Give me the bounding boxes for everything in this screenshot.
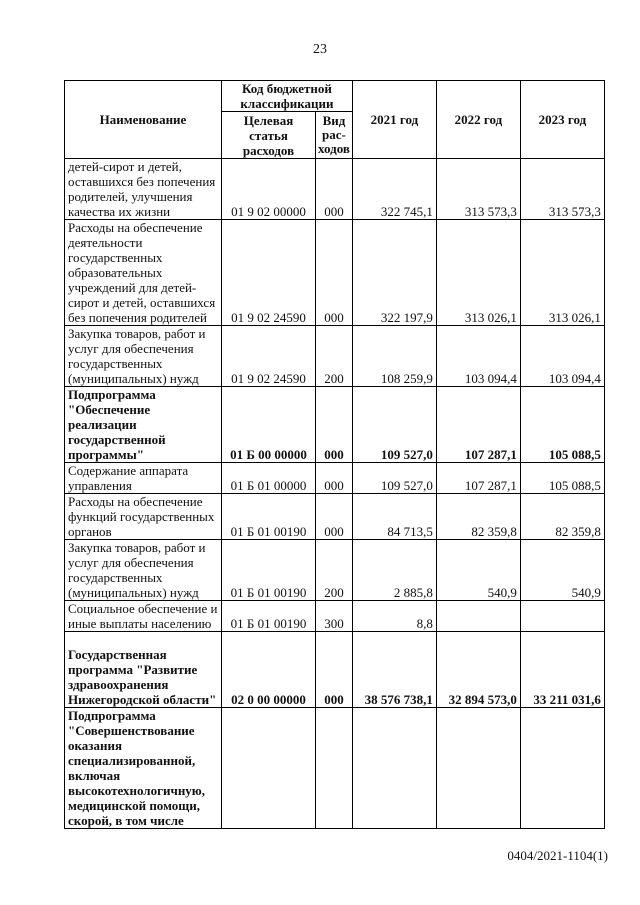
header-2021: 2021 год	[352, 81, 436, 159]
row-value-2023	[520, 708, 604, 829]
header-name: Наименование	[65, 81, 222, 159]
header-code-group: Код бюджетной классификации	[222, 81, 353, 112]
row-value-2023: 105 088,5	[520, 387, 604, 463]
row-code	[222, 708, 316, 829]
row-value-2022: 107 287,1	[436, 463, 520, 494]
row-value-2021: 109 527,0	[352, 387, 436, 463]
row-name: Подпрограмма "Обеспечение реализации государственной программы"	[65, 387, 222, 463]
row-name: Расходы на обеспечение деятельности государственных образовательных учреждений для детей-сирот и детей, оставшихся без попечения родителей	[65, 220, 222, 326]
row-value-2021: 2 885,8	[352, 540, 436, 601]
row-expense-type: 000	[316, 632, 353, 708]
row-code: 01 9 02 00000	[222, 159, 316, 220]
budget-table	[64, 80, 605, 829]
row-expense-type: 000	[316, 494, 353, 540]
header-2023: 2023 год	[520, 81, 604, 159]
row-code: 01 Б 01 00190	[222, 494, 316, 540]
row-name: Подпрограмма "Совершенствование оказания специализированной, включая высокотехнологичную, медицинской помощи, скорой, в том числе	[65, 708, 222, 829]
row-value-2022: 82 359,8	[436, 494, 520, 540]
row-value-2023: 313 026,1	[520, 220, 604, 326]
row-value-2023: 313 573,3	[520, 159, 604, 220]
row-value-2021: 8,8	[352, 601, 436, 632]
row-value-2022: 540,9	[436, 540, 520, 601]
row-code: 02 0 00 00000	[222, 632, 316, 708]
row-code: 01 Б 00 00000	[222, 387, 316, 463]
table-row	[65, 220, 605, 326]
row-code: 01 9 02 24590	[222, 326, 316, 387]
row-code: 01 Б 01 00000	[222, 463, 316, 494]
row-value-2022: 32 894 573,0	[436, 632, 520, 708]
table-row	[65, 494, 605, 540]
row-value-2022: 107 287,1	[436, 387, 520, 463]
row-value-2021: 38 576 738,1	[352, 632, 436, 708]
header-2022: 2022 год	[436, 81, 520, 159]
page-number: 23	[313, 42, 327, 57]
row-name: Содержание аппарата управления	[65, 463, 222, 494]
table-row	[65, 632, 605, 708]
row-code: 01 Б 01 00190	[222, 540, 316, 601]
document-code: 0404/2021-1104(1)	[507, 848, 608, 863]
header-target-article: Целевая статья расходов	[222, 112, 316, 159]
table-row	[65, 387, 605, 463]
row-value-2021: 108 259,9	[352, 326, 436, 387]
row-value-2022	[436, 708, 520, 829]
row-expense-type: 300	[316, 601, 353, 632]
row-expense-type: 000	[316, 463, 353, 494]
row-name: Социальное обеспечение и иные выплаты населению	[65, 601, 222, 632]
table-row	[65, 463, 605, 494]
row-code: 01 9 02 24590	[222, 220, 316, 326]
row-value-2023: 33 211 031,6	[520, 632, 604, 708]
table-body	[65, 159, 605, 829]
row-value-2021	[352, 708, 436, 829]
row-value-2022: 313 026,1	[436, 220, 520, 326]
row-value-2022: 103 094,4	[436, 326, 520, 387]
row-code: 01 Б 01 00190	[222, 601, 316, 632]
row-value-2023: 103 094,4	[520, 326, 604, 387]
row-expense-type: 000	[316, 387, 353, 463]
row-expense-type	[316, 708, 353, 829]
row-expense-type: 000	[316, 220, 353, 326]
row-value-2023: 82 359,8	[520, 494, 604, 540]
row-name: Закупка товаров, работ и услуг для обеспечения государственных (муниципальных) нужд	[65, 326, 222, 387]
row-value-2022: 313 573,3	[436, 159, 520, 220]
row-name: Закупка товаров, работ и услуг для обеспечения государственных (муниципальных) нужд	[65, 540, 222, 601]
table-row	[65, 326, 605, 387]
row-name: детей-сирот и детей, оставшихся без попечения родителей, улучшения качества их жизни	[65, 159, 222, 220]
row-value-2022	[436, 601, 520, 632]
table-row	[65, 708, 605, 829]
row-value-2021: 322 745,1	[352, 159, 436, 220]
row-value-2023	[520, 601, 604, 632]
row-value-2021: 109 527,0	[352, 463, 436, 494]
row-name: Расходы на обеспечение функций государственных органов	[65, 494, 222, 540]
header-expense-type: Вид рас-ходов	[316, 112, 353, 159]
table-header	[65, 81, 605, 159]
table-row	[65, 159, 605, 220]
row-value-2021: 84 713,5	[352, 494, 436, 540]
row-expense-type: 000	[316, 159, 353, 220]
row-expense-type: 200	[316, 326, 353, 387]
row-expense-type: 200	[316, 540, 353, 601]
table-row	[65, 601, 605, 632]
row-name: Государственная программа "Развитие здравоохранения Нижегородской области"	[65, 632, 222, 708]
row-value-2023: 540,9	[520, 540, 604, 601]
row-value-2021: 322 197,9	[352, 220, 436, 326]
table-row	[65, 540, 605, 601]
row-value-2023: 105 088,5	[520, 463, 604, 494]
